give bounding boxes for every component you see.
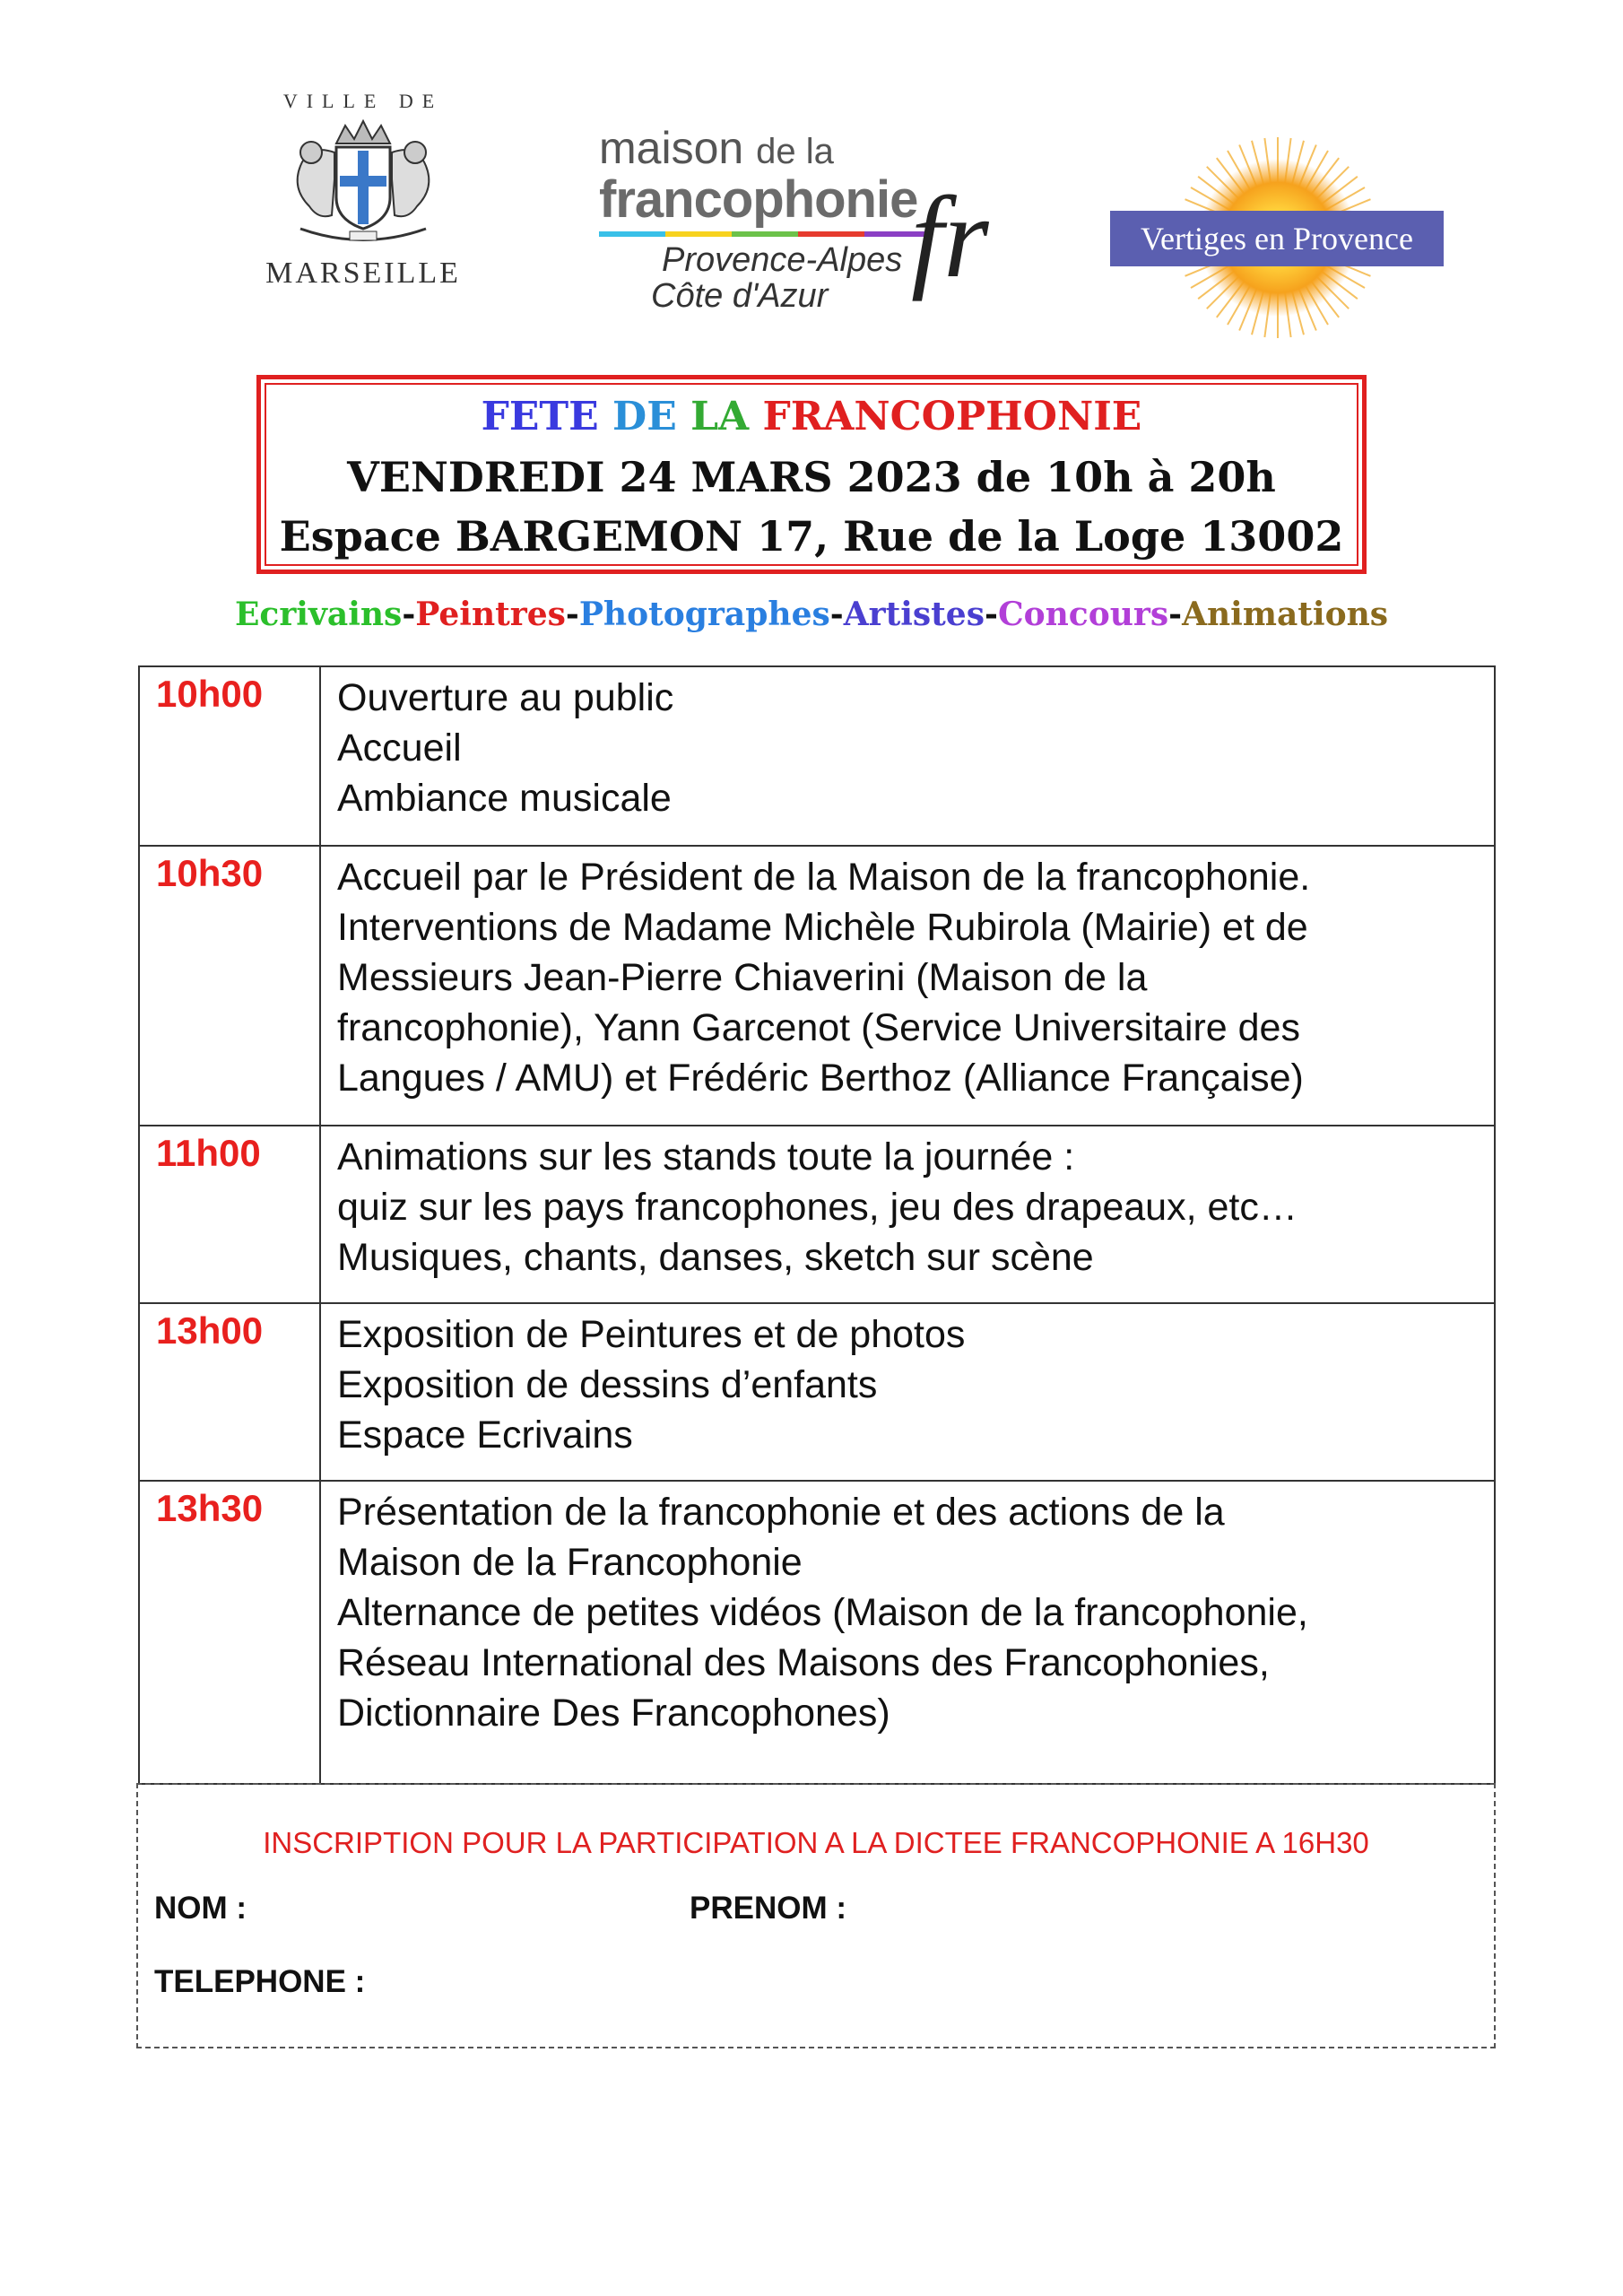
schedule-desc	[320, 1481, 1495, 1784]
schedule-line: Interventions de Madame Michèle Rubirola (Mairie) et de	[337, 906, 1308, 949]
schedule-line: quiz sur les pays francophones, jeu des drapeaux, etc…	[337, 1186, 1298, 1229]
event-place: Espace BARGEMON 17, Rue de la Loge 13002	[279, 512, 1344, 561]
title-word-fete: FETE	[481, 394, 599, 439]
title-word-francophonie: FRANCOPHONIE	[762, 394, 1142, 439]
nom-field-label: NOM :	[154, 1891, 247, 1926]
marseille-logo	[242, 90, 484, 305]
category-item: Ecrivains	[234, 596, 403, 633]
schedule-desc	[320, 666, 1495, 846]
schedule-row	[139, 1481, 1495, 1784]
schedule-line: Langues / AMU) et Frédéric Berthoz (Alliance Française)	[337, 1057, 1304, 1100]
schedule-line: Espace Ecrivains	[337, 1413, 633, 1457]
category-item: Concours	[997, 596, 1169, 633]
inscription-form	[136, 1783, 1496, 2048]
mf-francophonie-word: francophonie	[599, 170, 918, 229]
schedule-line: francophonie), Yann Garcenot (Service Universitaire des	[337, 1006, 1300, 1049]
category-item: Photographes	[578, 596, 830, 633]
event-title	[261, 394, 1362, 439]
event-title-box	[256, 375, 1367, 574]
schedule-desc	[320, 846, 1495, 1126]
category-item: Peintres	[415, 596, 566, 633]
title-word-de: DE	[612, 394, 677, 439]
categories-line	[126, 596, 1497, 633]
schedule-desc	[320, 1126, 1495, 1303]
schedule-row	[139, 1303, 1495, 1481]
ville-de-text: VILLE DE	[282, 90, 444, 112]
vertiges-en-provence-logo	[1103, 135, 1453, 341]
category-item: Animations	[1182, 596, 1389, 633]
marseille-text: MARSEILLE	[265, 257, 461, 290]
schedule-line: Dictionnaire Des Francophones)	[337, 1692, 890, 1735]
schedule-line: Ambiance musicale	[337, 777, 672, 820]
schedule-line: Musiques, chants, danses, sketch sur scène	[337, 1236, 1094, 1279]
schedule-line: Accueil par le Président de la Maison de la francophonie.	[337, 856, 1311, 899]
schedule-time: 13h00	[139, 1303, 320, 1481]
schedule-row	[139, 666, 1495, 846]
title-word-la: LA	[690, 394, 750, 439]
maison-francophonie-logo	[599, 123, 1020, 323]
mf-maison-word: maison	[599, 123, 744, 173]
prenom-field-label: PRENOM :	[690, 1891, 846, 1926]
schedule-row	[139, 1126, 1495, 1303]
telephone-field-label: TELEPHONE :	[154, 1964, 366, 1999]
schedule-time: 11h00	[139, 1126, 320, 1303]
schedule-line: Réseau International des Maisons des Francophonies,	[337, 1641, 1270, 1684]
schedule-time: 10h00	[139, 666, 320, 846]
inscription-title: INSCRIPTION POUR LA PARTICIPATION A LA DICTEE FRANCOPHONIE A 16H30	[263, 1826, 1369, 1859]
marseille-crest-icon	[265, 117, 462, 251]
mf-fr-mark: fr	[911, 173, 989, 302]
schedule-desc	[320, 1303, 1495, 1481]
category-separator: -	[984, 596, 998, 633]
schedule-line: Messieurs Jean-Pierre Chiaverini (Maison de la	[337, 956, 1148, 999]
mf-region-line2: Côte d'Azur	[651, 277, 829, 315]
event-date: VENDREDI 24 MARS 2023 de 10h à 20h	[347, 453, 1276, 501]
category-separator: -	[402, 596, 416, 633]
schedule-line: Alternance de petites vidéos (Maison de la francophonie,	[337, 1591, 1308, 1634]
category-separator: -	[1168, 596, 1183, 633]
schedule-line: Exposition de Peintures et de photos	[337, 1313, 966, 1356]
mf-region-line1: Provence-Alpes	[662, 241, 903, 279]
schedule-line: Présentation de la francophonie et des actions de la	[337, 1491, 1225, 1534]
schedule-line: Maison de la Francophonie	[337, 1541, 803, 1584]
schedule-line: Accueil	[337, 726, 462, 770]
schedule-line: Exposition de dessins d’enfants	[337, 1363, 878, 1406]
vertiges-band: Vertiges en Provence	[1110, 211, 1444, 266]
schedule-line: Animations sur les stands toute la journée :	[337, 1135, 1075, 1178]
category-item: Artistes	[843, 596, 985, 633]
mf-de-la-word: de la	[756, 132, 834, 171]
schedule-time: 10h30	[139, 846, 320, 1126]
mf-color-bar	[599, 231, 931, 237]
schedule-time: 13h30	[139, 1481, 320, 1784]
schedule-row	[139, 846, 1495, 1126]
category-separator: -	[565, 596, 579, 633]
schedule-table	[138, 665, 1496, 1785]
mf-line1	[599, 123, 1020, 174]
schedule-line: Ouverture au public	[337, 676, 674, 719]
category-separator: -	[829, 596, 844, 633]
